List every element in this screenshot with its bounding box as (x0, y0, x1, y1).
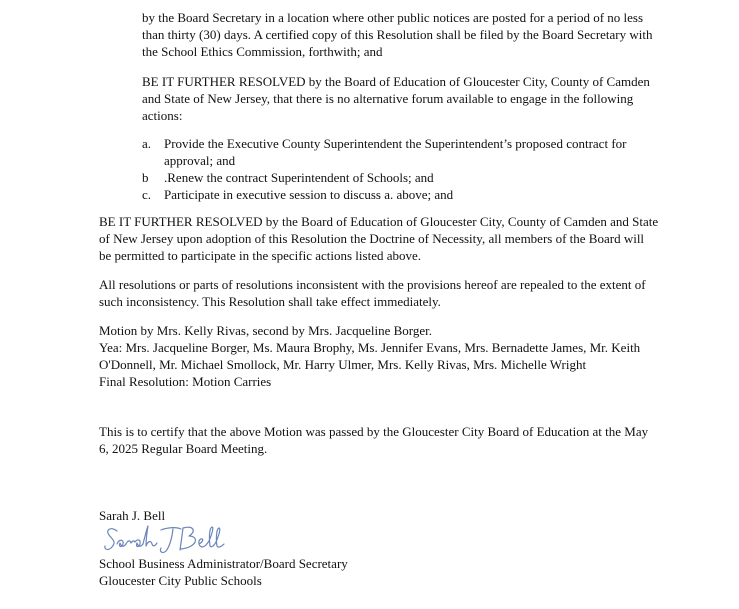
handwritten-signature (103, 522, 233, 556)
signatory-name: Sarah J. Bell (99, 508, 166, 523)
signatory-title: School Business Administrator/Board Secretary (99, 556, 348, 571)
action-item (142, 186, 662, 203)
action-item (142, 169, 662, 186)
action-marker: a. (142, 136, 152, 151)
action-item (142, 135, 662, 169)
yea-vote-line: Yea: Mrs. Jacqueline Borger, Ms. Maura Brophy, Ms. Jennifer Evans, Mrs. Bernadette James, Mr. Keith O'Donnell, Mr. Michael Smollock, Mr. Harry Ulmer, Mrs. Kelly Rivas, Mrs. Michelle Wright (99, 340, 641, 372)
motion-record (99, 322, 659, 390)
resolution-paragraph-notice: by the Board Secretary in a location where other public notices are posted for a period of no less than thirty (30) days. A certified copy of this Resolution shall be filed by the Board Secretary with the School Ethics Commission, forthwith; and (142, 10, 653, 59)
resolution-paragraph-necessity: BE IT FURTHER RESOLVED by the Board of Education of Gloucester City, County of Camden and State of New Jersey upon adoption of this Resolution the Doctrine of Necessity, all members of the Board will be permitted to participate in the specific actions listed above. (99, 214, 659, 263)
action-text: .Renew the contract Superintendent of Schools; and (164, 170, 434, 185)
certification-statement: This is to certify that the above Motion was passed by the Gloucester City Board of Education at the May 6, 2025 Regular Board Meeting. (99, 424, 649, 456)
action-text: Participate in executive session to discuss a. above; and (164, 187, 454, 202)
actions-list (142, 135, 662, 203)
action-text: Provide the Executive County Superintendent the Superintendent’s proposed contract for approval; and (164, 136, 627, 168)
action-marker: b (142, 170, 149, 185)
final-result-line: Final Resolution: Motion Carries (99, 374, 272, 389)
motion-line: Motion by Mrs. Kelly Rivas, second by Mrs. Jacqueline Borger. (99, 323, 433, 338)
signatory-organization: Gloucester City Public Schools (99, 573, 262, 588)
resolution-paragraph-forum: BE IT FURTHER RESOLVED by the Board of Education of Gloucester City, County of Camden and State of New Jersey, that there is no alternative forum available to engage in the following actions: (142, 74, 650, 123)
resolution-paragraph-repeal: All resolutions or parts of resolutions inconsistent with the provisions hereof are repealed to the extent of such inconsistency. This Resolution shall take effect immediately. (99, 277, 646, 309)
action-marker: c. (142, 187, 152, 202)
